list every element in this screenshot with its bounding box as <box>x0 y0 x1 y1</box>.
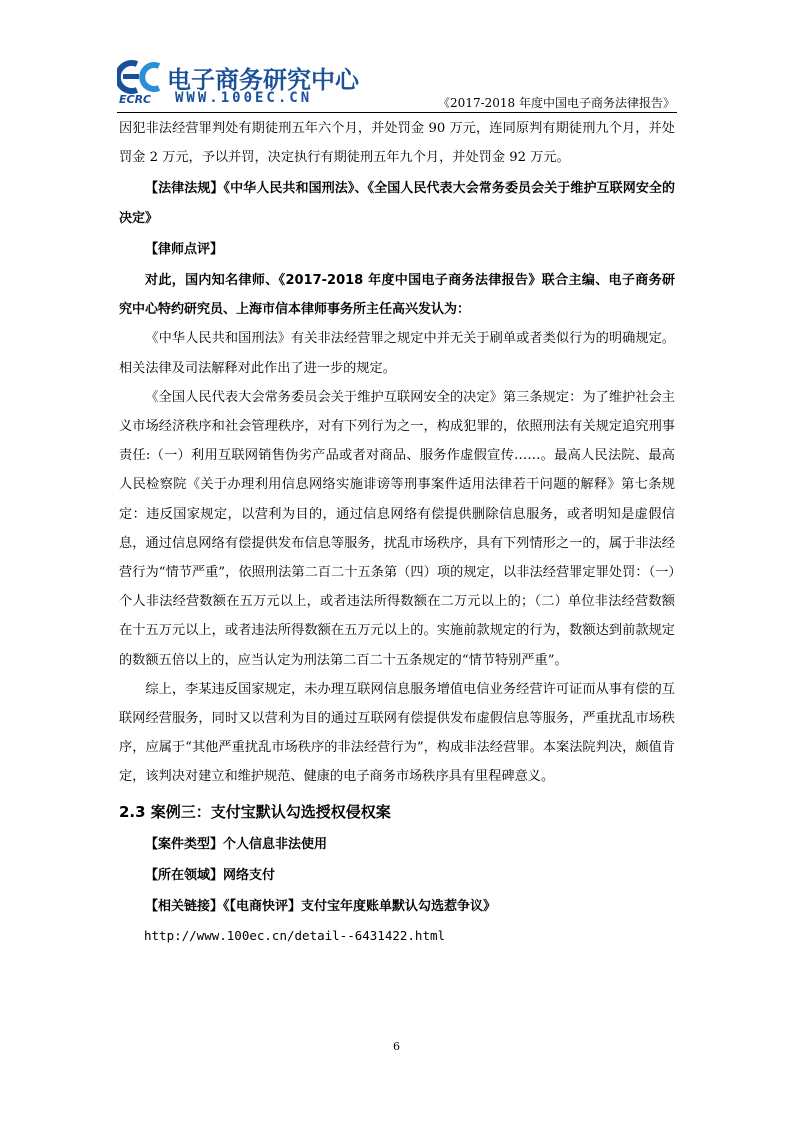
page-header <box>0 0 793 115</box>
law-reference: 【法律法规】《中华人民共和国刑法》、《全国人民代表大会常务委员会关于维护互联网安全的决定》 <box>119 181 675 226</box>
report-title: 《2017-2018 年度中国电子商务法律报告》 <box>438 96 675 110</box>
ecrc-logo <box>117 58 359 108</box>
case-related-link: 【相关链接】《【电商快评】支付宝年度账单默认勾选惹争议》 <box>145 899 497 915</box>
case-field: 【所在领域】网络支付 <box>145 867 276 883</box>
section-heading: 2.3 案例三：支付宝默认勾选授权侵权案 <box>119 802 391 821</box>
logo-title: 电子商务研究中心 <box>167 66 359 94</box>
lawyer-comment-heading: 【律师点评】 <box>145 241 224 257</box>
page-number: 6 <box>393 1040 400 1053</box>
ec-logo-icon <box>117 58 167 94</box>
paragraph-sentence: 因犯非法经营罪判处有期徒刑五年六个月，并处罚金 90 万元，连同原判有期徒刑九个月，并处罚金 2 万元，予以并罚，决定执行有期徒刑五年九个月，并处罚金 92 万元。 <box>119 121 675 166</box>
lawyer-intro: 对此，国内知名律师、《2017-2018 年度中国电子商务法律报告》联合主编、电子商务研究中心特约研究员、上海市信本律师事务所主任高兴发认为： <box>119 273 675 318</box>
case-type: 【案件类型】个人信息非法使用 <box>145 836 328 852</box>
document-body <box>119 114 675 951</box>
case-url-link[interactable]: http://www.100ec.cn/detail--6431422.html <box>144 928 446 944</box>
paragraph-criminal-law: 《中华人民共和国刑法》有关非法经营罪之规定中并无关于刷单或者类似行为的明确规定。相关法律及司法解释对此作出了进一步的规定。 <box>119 331 675 376</box>
logo-url: WWW.100EC.CN <box>175 90 313 106</box>
header-divider <box>117 112 677 113</box>
logo-ecrc-text: ECRC <box>119 93 152 106</box>
paragraph-conclusion: 综上，李某违反国家规定，未办理互联网信息服务增值电信业务经营许可证而从事有偿的互联网经营服务，同时又以营利为目的通过互联网有偿提供发布虚假信息等服务，严重扰乱市场秩序，应属于“其他严重扰乱市场秩序的非法经营行为”，构成非法经营罪。本案法院判决，颇值肯定，该判决对建立和维护规范、健康的电子商务市场秩序具有里程碑意义。 <box>119 681 675 785</box>
paragraph-npc-decision: 《全国人民代表大会常务委员会关于维护互联网安全的决定》第三条规定：为了维护社会主义市场经济秩序和社会管理秩序，对有下列行为之一，构成犯罪的，依照刑法有关规定追究刑事责任:（一）利用互联网销售伪劣产品或者对商品、服务作虚假宣传……。最高人民法院、最高人民检察院《关于办理利用信息网络实施诽谤等刑事案件适用法律若干问题的解释》第七条规定：违反国家规定，以营利为目的，通过信息网络有偿提供删除信息服务，或者明知是虚假信息，通过信息网络有偿提供发布信息等服务，扰乱市场秩序，具有下列情形之一的，属于非法经营行为“情节严重”，依照刑法第二百二十五条第（四）项的规定，以非法经营罪定罪处罚：（一）个人非法经营数额在五万元以上，或者违法所得数额在二万元以上的；（二）单位非法经营数额在十五万元以上，或者违法所得数额在五万元以上的。实施前款规定的行为，数额达到前款规定的数额五倍以上的，应当认定为刑法第二百二十五条规定的“情节特别严重”。 <box>119 389 675 668</box>
